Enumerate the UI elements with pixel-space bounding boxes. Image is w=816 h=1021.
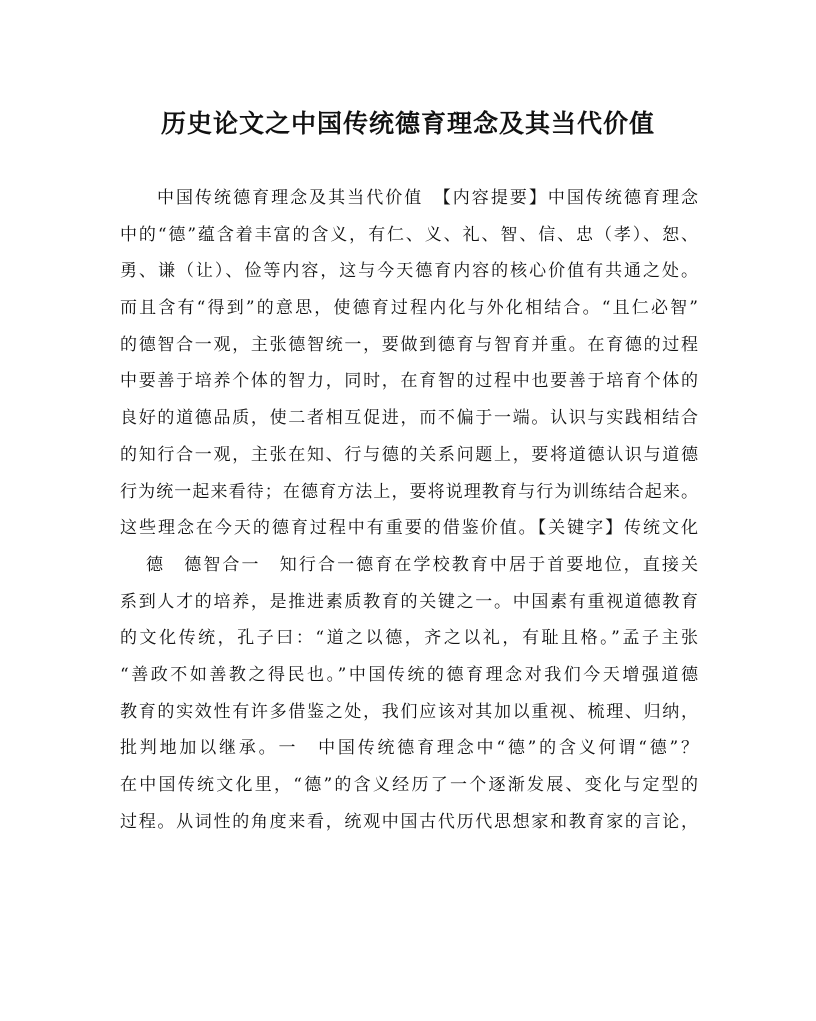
paragraph-line: 中要善于培养个体的智力，同时，在育智的过程中也要善于培育个体的 (120, 371, 698, 392)
paragraph-line: 过程。从词性的角度来看，统观中国古代历代思想家和教育家的言论， (120, 811, 698, 832)
paragraph-line: 行为统一起来看待；在德育方法上，要将说理教育与行为训练结合起来。 (120, 481, 698, 502)
document-title: 历史论文之中国传统德育理念及其当代价值 (160, 109, 655, 138)
paragraph-line: 在中国传统文化里，“德”的含义经历了一个逐渐发展、变化与定型的 (120, 775, 698, 795)
paragraph-line: 中的“德”蕴含着丰富的含义，有仁、义、礼、智、信、忠（孝）、恕、 (120, 224, 698, 245)
paragraph-line: 勇、谦（让）、俭等内容，这与今天德育内容的核心价值有共通之处。 (120, 261, 698, 282)
document-body (120, 180, 698, 840)
paragraph-line: 而且含有“得到”的意思，使德育过程内化与外化相结合。“且仁必智” (120, 298, 698, 319)
paragraph-line: 的知行合一观，主张在知、行与德的关系问题上，要将道德认识与道德 (120, 444, 698, 465)
paragraph-line: 德 德智合一 知行合一德育在学校教育中居于首要地位，直接关 (146, 554, 698, 575)
paragraph-line: “善政不如善教之得民也。”中国传统的德育理念对我们今天增强道德 (120, 664, 698, 685)
paragraph-line: 系到人才的培养，是推进素质教育的关键之一。中国素有重视道德教育 (120, 591, 698, 612)
paragraph-line: 良好的道德品质，使二者相互促进，而不偏于一端。认识与实践相结合 (120, 408, 698, 429)
paragraph-line: 批判地加以继承。一 中国传统德育理念中“德”的含义何谓“德”？ (120, 738, 698, 759)
paragraph-line: 中国传统德育理念及其当代价值 【内容提要】中国传统德育理念 (157, 188, 698, 208)
paragraph-line: 的文化传统，孔子曰：“道之以德，齐之以礼，有耻且格。”孟子主张 (120, 628, 698, 649)
paragraph-line: 这些理念在今天的德育过程中有重要的借鉴价值。【关键字】传统文化 (120, 518, 698, 539)
paragraph-line: 教育的实效性有许多借鉴之处，我们应该对其加以重视、梳理、归纳， (120, 701, 698, 722)
paragraph-line: 的德智合一观，主张德智统一，要做到德育与智育并重。在育德的过程 (120, 334, 698, 355)
